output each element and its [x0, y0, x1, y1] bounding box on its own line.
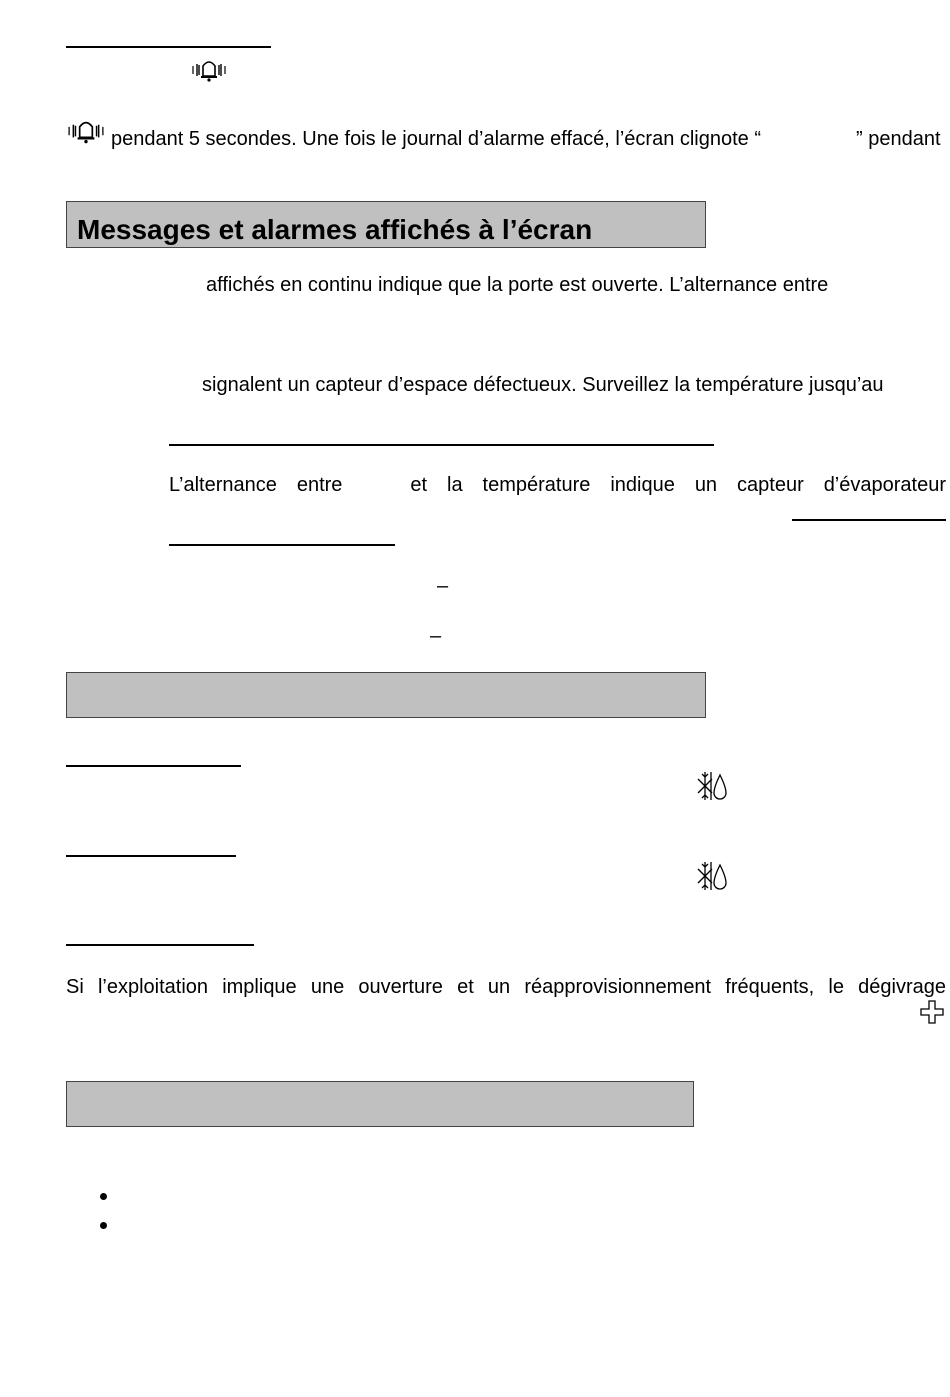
- section-heading-messages: [66, 201, 706, 248]
- alarm-clear-text: pendant 5 secondes. Une fois le journal d’alarme effacé, l’écran clignote “: [111, 128, 762, 150]
- bullet-point: [100, 1222, 107, 1229]
- word: L’alternance: [169, 474, 277, 496]
- plus-outline-icon: [919, 999, 945, 1030]
- section-heading-blank: [66, 672, 706, 718]
- underline: [66, 765, 241, 767]
- door-open-text: affichés en continu indique que la porte est ouverte. L’alternance entre: [206, 274, 829, 296]
- word: capteur: [737, 474, 804, 496]
- word: d’évaporateur: [823, 474, 946, 496]
- word: un: [694, 474, 718, 496]
- alarm-bell-icon: [67, 116, 105, 149]
- section-heading-blank: [66, 1081, 694, 1127]
- alarm-bell-icon: [191, 56, 227, 87]
- underline: [66, 944, 254, 946]
- dash: –: [430, 625, 442, 647]
- word: température: [482, 474, 591, 496]
- defrost-text: Si l’exploitation implique une ouverture et un réapprovisionnement fréquents, le dégivrage: [66, 976, 946, 998]
- section-title: Messages et alarmes affichés à l’écran: [77, 214, 593, 245]
- underline: [66, 855, 236, 857]
- evap-sensor-line: [169, 473, 946, 497]
- word: la: [447, 474, 463, 496]
- snowflake-drop-defrost-icon: [696, 769, 728, 808]
- dash: –: [437, 575, 449, 597]
- word: entre: [296, 474, 343, 496]
- alarm-clear-text-end: ” pendant: [856, 128, 941, 150]
- word: et: [410, 474, 428, 496]
- top-underline: [66, 46, 271, 48]
- underline: [169, 444, 714, 446]
- underline: [169, 544, 395, 546]
- space-sensor-text: signalent un capteur d’espace défectueux. Surveillez la température jusqu’au: [202, 374, 884, 396]
- word: indique: [610, 474, 675, 496]
- bullet-point: [100, 1193, 107, 1200]
- snowflake-drop-defrost-icon: [696, 859, 728, 898]
- underline: [792, 519, 946, 521]
